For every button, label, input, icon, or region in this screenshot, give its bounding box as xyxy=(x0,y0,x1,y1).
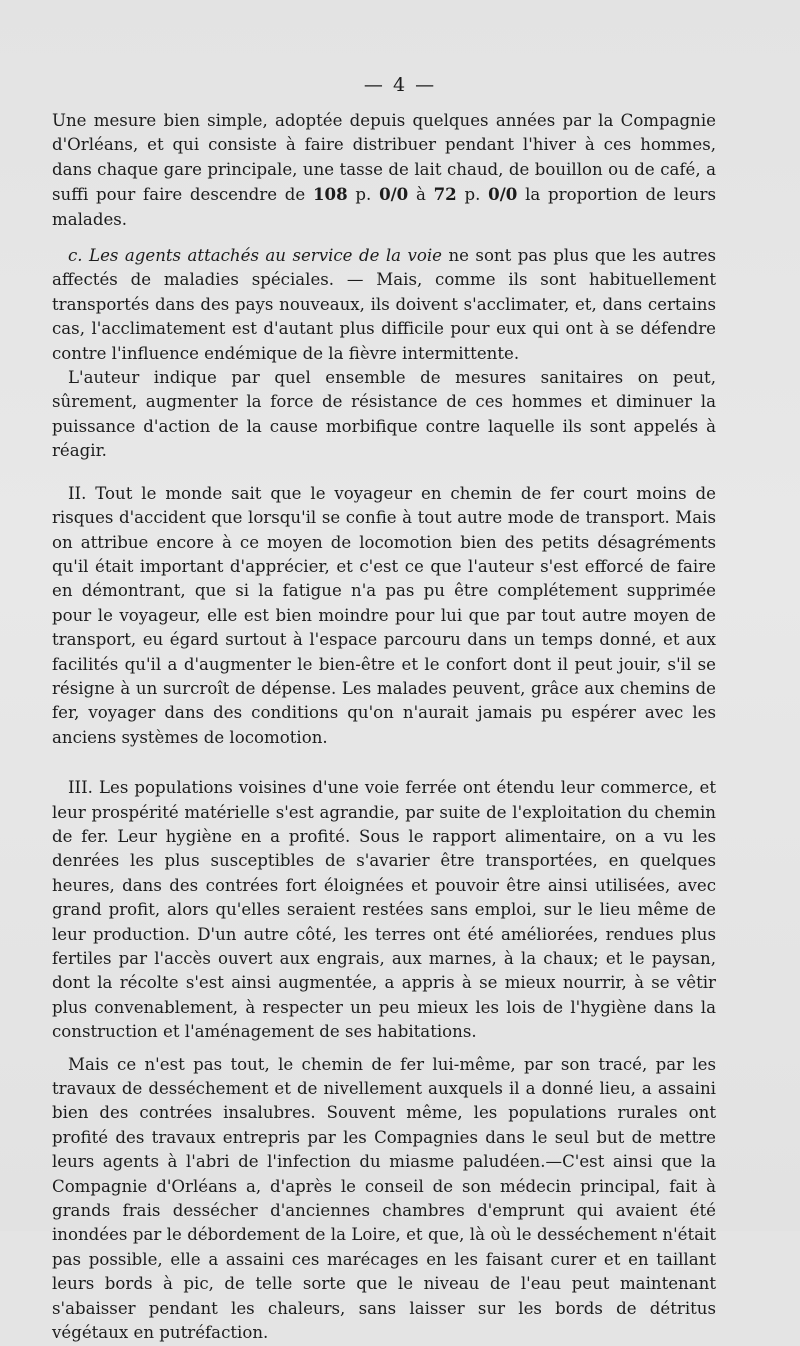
paragraph-3: L'auteur indique par quel ensemble de mesures sanitaires on peut, sûrement, augmenter la force de résistance de ces hommes et diminuer la puissance d'action de la cause morbifique contre laquelle ils sont appelés à réagir. xyxy=(52,368,716,461)
paragraph-1: Une mesure bien simple, adoptée depuis quelques années par la Compagnie d'Orléans, et qui consiste à faire distribuer pendant l'hiver à ces hommes, dans chaque gare principale, une tasse de lait chaud, de bouillon ou de café, a suffi pour faire descendre de 108 p. 0/0 à 72 p. 0/0 la proportion de leurs malades. xyxy=(52,111,716,229)
page-body xyxy=(52,109,716,1346)
paragraph-6: Mais ce n'est pas tout, le chemin de fer lui-même, par son tracé, par les travaux de desséchement et de nivellement auxquels il a donné lieu, a assaini bien des contrées insalubres. Souvent même, les populations rurales ont profité des travaux entrepris par les Compagnies dans le seul but de mettre leurs agents à l'abri de l'infection du miasme paludéen.—C'est ainsi que la Compagnie d'Orléans a, d'après le conseil de son médecin principal, fait à grands frais dessécher d'anciennes chambres d'emprunt qui avaient été inondées par le débordement de la Loire, et que, là où le desséchement n'était pas possible, elle a assaini ces marécages en les faisant curer et en taillant leurs bords à pic, de telle sorte que le niveau de l'eau peut maintenant s'abaisser pendant les chaleurs, sans laisser sur les bords de détritus végétaux en putréfaction. xyxy=(52,1054,716,1343)
paragraph-4: II. Tout le monde sait que le voyageur en chemin de fer court moins de risques d'accident que lorsqu'il se confie à tout autre mode de transport. Mais on attribue encore à ce moyen de locomotion bien des petits désagréments qu'il était important d'apprécier, et c'est ce que l'auteur s'est efforcé de faire en démontrant, que si la fatigue n'a pas pu être complétement supprimée pour le voyageur, elle est bien moindre pour lui que par tout autre moyen de transport, eu égard surtout à l'espace parcouru dans un temps donné, et aux facilités qu'il a d'augmenter le bien-être et le confort dont il peut jouir, s'il se résigne à un surcroît de dépense. Les malades peuvent, grâce aux chemins de fer, voyager dans des conditions qu'on n'aurait jamais pu espérer avec les anciens systèmes de locomotion. xyxy=(52,483,716,747)
page-number: — 4 — xyxy=(363,74,437,96)
paragraph-2: c. Les agents attachés au service de la voie ne sont pas plus que les autres affectés de maladies spéciales. — Mais, comme ils sont habituellement transportés dans des pays nouveaux, ils doivent s'acclimater, et, dans certains cas, l'acclimatement est d'autant plus difficile pour eux qui ont à se défendre contre l'influence endémique de la fièvre intermittente. xyxy=(52,246,717,363)
paragraph-5: III. Les populations voisines d'une voie ferrée ont étendu leur commerce, et leur prospérité matérielle s'est agrandie, par suite de l'exploitation du chemin de fer. Leur hygiène en a profité. Sous le rapport alimentaire, on a vu les denrées les plus susceptibles de s'avarier être transportées, en quelques heures, dans des contrées fort éloignées et pouvoir être ainsi utilisées, avec grand profit, alors qu'elles seraient restées sans emploi, sur le lieu même de leur production. D'un autre côté, les terres ont été améliorées, rendues plus fertiles par l'accès ouvert aux engrais, aux marnes, à la chaux; et le paysan, dont la récolte s'est ainsi augmentée, a appris à se mieux nourrir, à se vêtir plus convenablement, à respecter un peu mieux les lois de l'hygiène dans la construction et l'aménagement de ses habitations. xyxy=(52,778,716,1042)
